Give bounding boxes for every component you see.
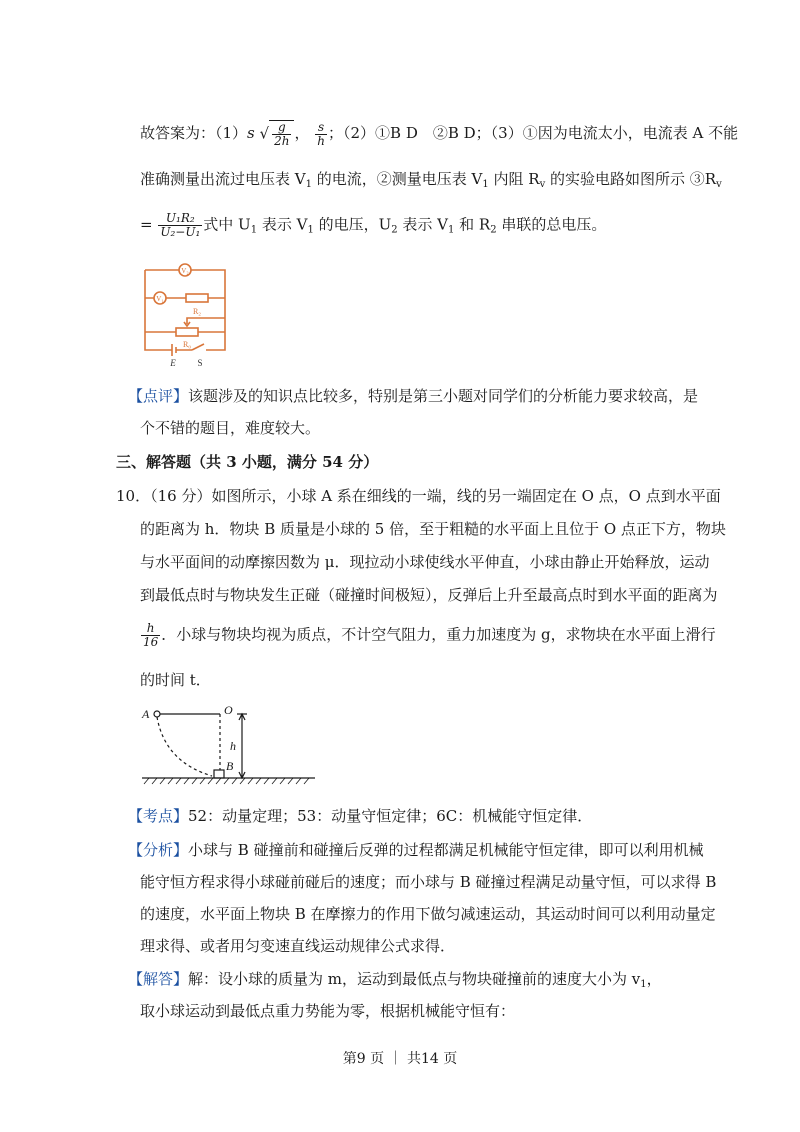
- sqrt-expression: √ $\frac{g}{2h}$: [260, 120, 295, 148]
- h16-fraction: $\frac{h}{16}$: [143, 621, 159, 649]
- var-s: s: [247, 124, 255, 142]
- review-line-2: 个不错的题目，难度较大。: [140, 419, 321, 437]
- kaodian-tag: 【考点】: [128, 807, 189, 825]
- jieda-tag: 【解答】: [128, 970, 189, 988]
- meter-v1-label: V₁: [156, 295, 164, 303]
- review-line-1: 【点评】该题涉及的知识点比较多，特别是第三小题对同学们的分析能力要求较高，是: [128, 387, 699, 405]
- circuit-diagram: [140, 260, 232, 368]
- answer-line-3: = $\frac{\text{U₁R₂}}{\text{U₂−U₁}}$ 式中 $U_1$ 表示 $V_1$ 的电压，$U_2$ 表示 $V_1$ 和 $R_2$ 串联的总电压。: [140, 211, 607, 239]
- page-footer: 第9 页 ｜ 共14 页: [342, 1051, 458, 1067]
- q10-line-5: $\frac{h}{16}$ ．小球与物块均视为质点，不计空气阻力，重力加速度为 g，求物块在水平面上滑行: [143, 621, 716, 649]
- fenxi-line-3: 的速度，水平面上物块 B 在摩擦力的作用下做匀减速运动，其运动时间可以利用动量定: [140, 905, 716, 923]
- label-b: B: [226, 759, 234, 773]
- label-h: h: [230, 739, 236, 753]
- section-title: 三、解答题（共 3 小题，满分 54 分）: [116, 453, 379, 471]
- fenxi-line-2: 能守恒方程求得小球碰前碰后的速度；而小球与 B 碰撞过程满足动量守恒，可以求得 B: [140, 873, 717, 891]
- label-a: A: [142, 707, 150, 721]
- q10-line-3: 与水平面间的动摩擦因数为 μ．现拉动小球使线水平伸直，小球由静止开始释放，运动: [140, 553, 710, 571]
- q10-line-2: 的距离为 h．物块 B 质量是小球的 5 倍，至于粗糙的水平面上且位于 O 点正下方，物块: [140, 520, 726, 538]
- jieda-line-1: 【解答】解：设小球的质量为 m，运动到最低点与物块碰撞前的速度大小为 $v_1$，: [128, 970, 662, 990]
- kaodian-line: 【考点】52：动量定理；53：动量守恒定律；6C：机械能守恒定律．: [128, 807, 593, 825]
- fraction-s-h: $\frac{s}{h}$: [317, 119, 325, 148]
- label-o: O: [224, 703, 233, 717]
- rv-fraction: $\frac{\text{U₁R₂}}{\text{U₂−U₁}}$: [160, 211, 201, 239]
- fenxi-tag: 【分析】: [128, 841, 189, 859]
- fenxi-line-1: 【分析】小球与 B 碰撞前和碰撞后反弹的过程都满足机械能守恒定律，即可以利用机械: [128, 841, 704, 859]
- r0-label: R₀: [182, 340, 192, 349]
- jieda-line-2: 取小球运动到最低点重力势能为零，根据机械能守恒有：: [140, 1002, 516, 1020]
- review-tag: 【点评】: [128, 387, 189, 405]
- r2-label: R₂: [192, 307, 202, 316]
- q10-line-6: 的时间 t．: [140, 671, 211, 689]
- s-label: S: [197, 358, 203, 368]
- pendulum-figure: [140, 700, 320, 790]
- q10-line-4: 到最低点时与物块发生正碰（碰撞时间极短），反弹后上升至最高点时到水平面的距离为: [140, 586, 718, 604]
- answer-line-2: 准确测量出流过电压表 $V_1$ 的电流，②测量电压表 $V_1$ 内阻 $R_v$ 的实验电路如图所示 $③R_v$: [140, 170, 722, 190]
- q10-line-1: 10．（16 分）如图所示，小球 A 系在细线的一端，线的另一端固定在 O 点，O 点到水平面: [116, 487, 721, 505]
- fenxi-line-4: 理求得、或者用匀变速直线运动规律公式求得．: [140, 937, 456, 955]
- answer-line-1: 故答案为：（1）s √ $\frac{g}{2h}$ ， $\frac{s}{h}$ ；（2）①B D ②B D；（3）①因为电流太小，电流表 A 不能: [140, 119, 739, 148]
- meter-v2-label: V₂: [181, 267, 189, 275]
- e-label: E: [170, 358, 176, 368]
